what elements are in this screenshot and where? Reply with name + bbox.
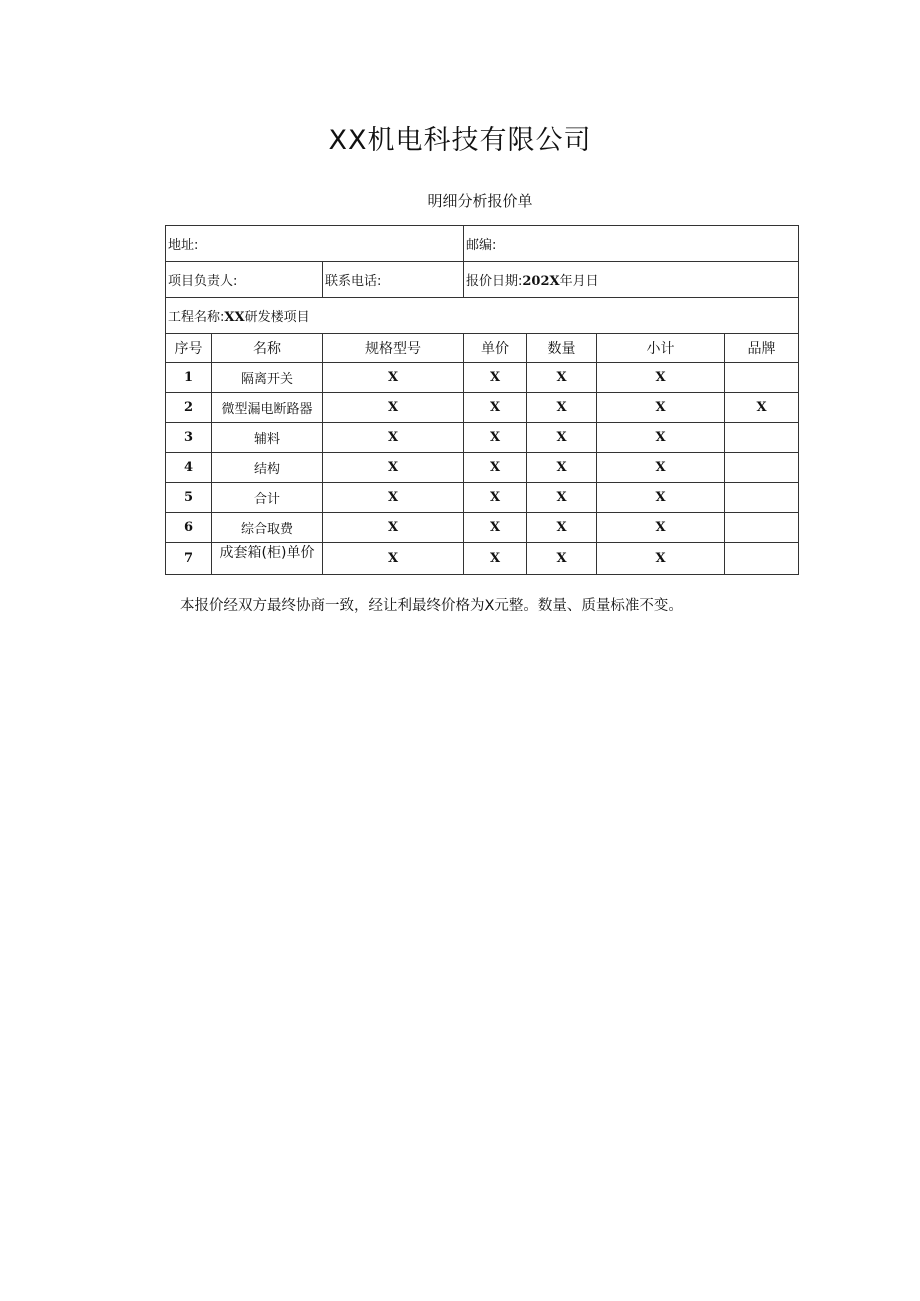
row-spec: X <box>323 543 464 575</box>
row-no: 3 <box>166 423 212 453</box>
row-subtotal: X <box>597 363 725 393</box>
row-qty: X <box>527 483 597 513</box>
row-brand <box>725 513 799 543</box>
document-subtitle: 明细分析报价单 <box>427 192 533 210</box>
row-spec: X <box>323 453 464 483</box>
table-row <box>166 363 799 393</box>
quotation-table <box>165 225 799 575</box>
header-qty: 数量 <box>527 334 597 363</box>
row-qty: X <box>527 513 597 543</box>
row-price: X <box>464 513 527 543</box>
row-brand <box>725 423 799 453</box>
header-price: 单价 <box>464 334 527 363</box>
row-brand: X <box>725 393 799 423</box>
row-name: 结构 <box>212 453 323 483</box>
row-no: 5 <box>166 483 212 513</box>
row-price: X <box>464 543 527 575</box>
row-subtotal: X <box>597 483 725 513</box>
table-row <box>166 513 799 543</box>
header-subtotal: 小计 <box>597 334 725 363</box>
table-header-row <box>166 334 799 363</box>
row-no: 7 <box>166 543 212 575</box>
row-subtotal: X <box>597 393 725 423</box>
table-row <box>166 423 799 453</box>
row-spec: X <box>323 513 464 543</box>
row-qty: X <box>527 543 597 575</box>
row-name: 辅料 <box>212 423 323 453</box>
row-brand <box>725 543 799 575</box>
row-spec: X <box>323 393 464 423</box>
header-name: 名称 <box>212 334 323 363</box>
address-row <box>166 226 799 262</box>
row-subtotal: X <box>597 423 725 453</box>
header-brand: 品牌 <box>725 334 799 363</box>
row-subtotal: X <box>597 453 725 483</box>
row-qty: X <box>527 363 597 393</box>
row-brand <box>725 483 799 513</box>
table-row <box>166 453 799 483</box>
project-name-field: 工程名称:XX研发楼项目 <box>166 298 799 334</box>
row-spec: X <box>323 363 464 393</box>
price-note: 本报价经双方最终协商一致，经让利最终价格为X元整。数量、质量标准不变。 <box>180 598 683 614</box>
row-brand <box>725 363 799 393</box>
row-price: X <box>464 363 527 393</box>
header-spec: 规格型号 <box>323 334 464 363</box>
row-brand <box>725 453 799 483</box>
quote-date-field: 报价日期:202X年月日 <box>464 262 799 298</box>
phone-field: 联系电话: <box>323 262 464 298</box>
row-name: 隔离开关 <box>212 363 323 393</box>
row-price: X <box>464 393 527 423</box>
company-title: XX机电科技有限公司 <box>328 125 592 156</box>
table-row <box>166 543 799 575</box>
row-qty: X <box>527 423 597 453</box>
project-code: XX <box>224 310 245 325</box>
row-price: X <box>464 423 527 453</box>
contact-row <box>166 262 799 298</box>
quote-date-year: 202X <box>522 274 560 289</box>
table-row <box>166 393 799 423</box>
row-spec: X <box>323 423 464 453</box>
row-name: 微型漏电断路器 <box>212 393 323 423</box>
row-price: X <box>464 483 527 513</box>
row-qty: X <box>527 453 597 483</box>
row-no: 6 <box>166 513 212 543</box>
project-row <box>166 298 799 334</box>
row-no: 1 <box>166 363 212 393</box>
row-name: 合计 <box>212 483 323 513</box>
manager-field: 项目负责人: <box>166 262 323 298</box>
row-no: 4 <box>166 453 212 483</box>
row-subtotal: X <box>597 543 725 575</box>
header-no: 序号 <box>166 334 212 363</box>
postcode-field: 邮编: <box>464 226 799 262</box>
row-no: 2 <box>166 393 212 423</box>
row-name: 综合取费 <box>212 513 323 543</box>
row-spec: X <box>323 483 464 513</box>
row-price: X <box>464 453 527 483</box>
address-field: 地址: <box>166 226 464 262</box>
table-row <box>166 483 799 513</box>
row-name: 成套箱(柜)单价 <box>212 543 323 575</box>
row-qty: X <box>527 393 597 423</box>
row-subtotal: X <box>597 513 725 543</box>
